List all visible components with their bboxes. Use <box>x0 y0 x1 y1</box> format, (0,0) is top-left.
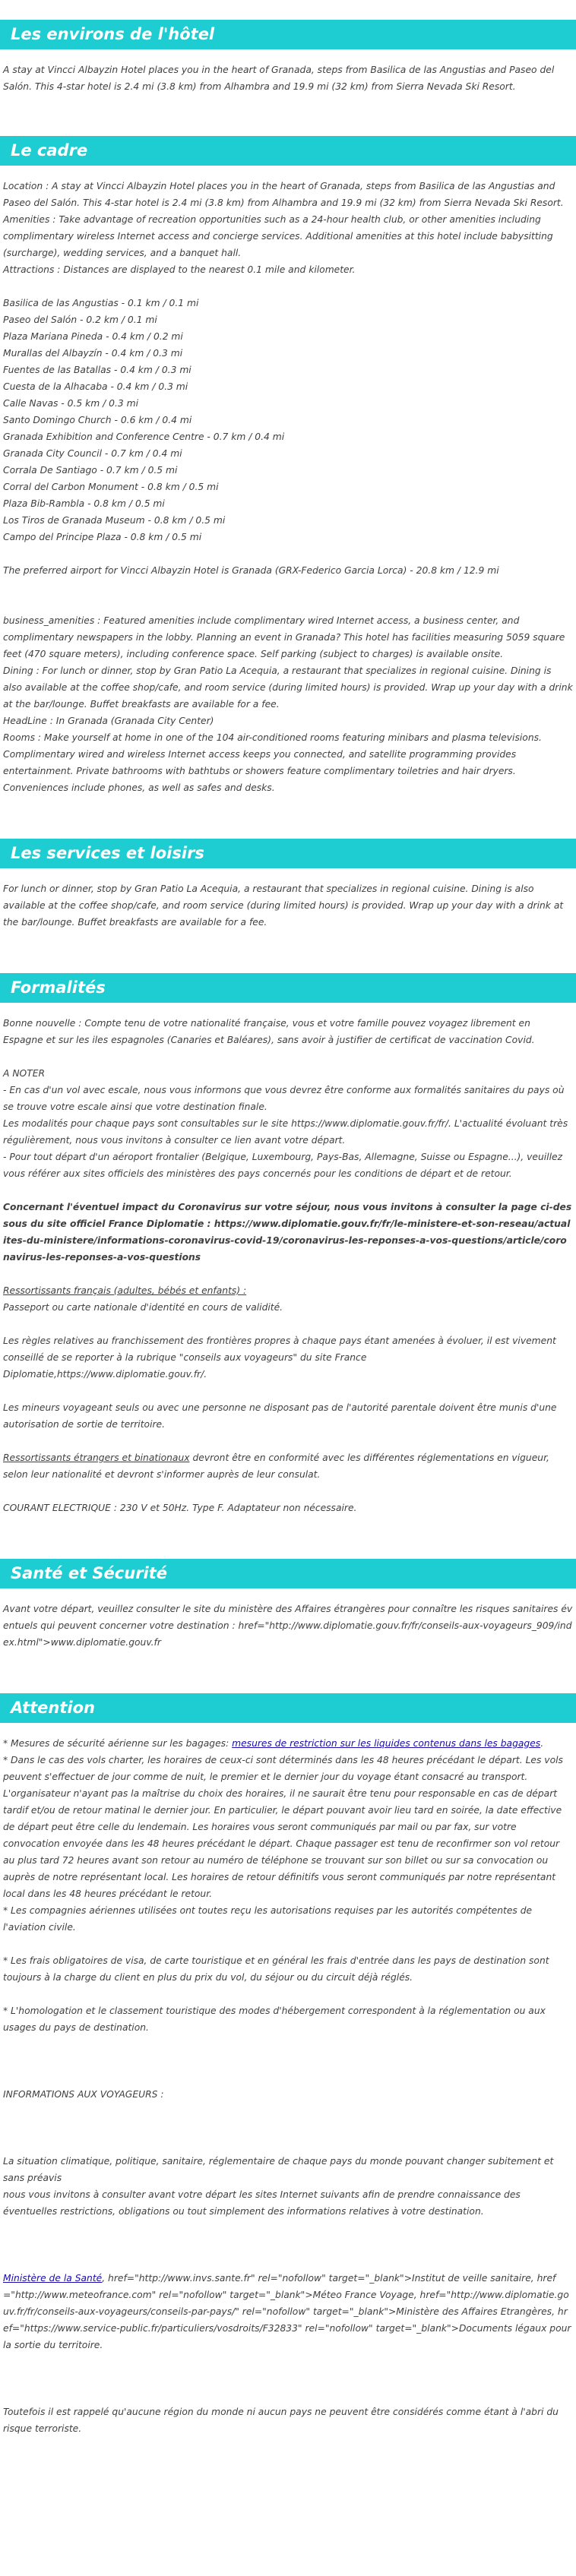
ressortissants-etrangers-text: devront être en conformité avec les différentes réglementations en vigueur, selon leur nationalité et devront s'informer auprès de leur consulat. <box>3 1452 549 1480</box>
list-item: Granada City Council - 0.7 km / 0.4 mi <box>3 448 182 459</box>
cadre-attractions: Attractions : Distances are displayed to the nearest 0.1 mile and kilometer. <box>3 264 356 275</box>
section-cadre <box>0 136 576 796</box>
list-item: Plaza Mariana Pineda - 0.4 km / 0.2 mi <box>3 331 183 342</box>
section-title-formalites: Formalités <box>0 973 576 1003</box>
ministere-rest: , href="http://www.invs.sante.fr" rel="nofollow" target="_blank">Institut de veille sanitaire, href="http://www.meteofrance.com" rel="nofollow" target="_blank">Méteo France Voyage, href="http://www.diplomatie.gouv.fr/fr/conseils-aux-voyageurs/conseils-par-pays/" rel="nofollow" target="_blank">Ministère des Affaires Etrangères, href="https://www.service-public.fr/particuliers/vosdroits/F32833" rel="nofollow" target="_blank">Documents légaux pour la sortie du territoire. <box>3 2273 571 2350</box>
compagnies-text: * Les compagnies aériennes utilisées ont toutes reçu les autorisations requises par les autorités compétentes de l'aviation civile. <box>3 1905 533 1933</box>
list-item: Santo Domingo Church - 0.6 km / 0.4 mi <box>3 415 192 425</box>
section-services <box>0 839 576 931</box>
list-item: Basilica de las Angustias - 0.1 km / 0.1 mi <box>3 298 199 308</box>
list-item: Campo del Principe Plaza - 0.8 km / 0.5 mi <box>3 532 202 542</box>
cadre-dining: Dining : For lunch or dinner, stop by Gran Patio La Acequia, a restaurant that specializes in regional cuisine. Dining is also available at the coffee shop/cafe, and room service (during limited hours) is provided. Wrap up your day with a drink at the bar/lounge. Buffet breakfasts are available for a fee. <box>3 665 573 710</box>
section-formalites <box>0 973 576 1516</box>
ministere-links <box>3 2270 573 2353</box>
anoter-frontalier: - Pour tout départ d'un aéroport frontalier (Belgique, Luxembourg, Pays-Bas, Allemagne, Suisse ou Espagne...), veuillez vous référer aux sites officiels des ministères des pays concernés pour les conditions de départ et de retour. <box>3 1152 563 1179</box>
homologation-text: * L'homologation et le classement touristique des modes d'hébergement correspondent à la réglementation ou aux usages du pays de destination. <box>3 2005 546 2033</box>
list-item: Los Tiros de Granada Museum - 0.8 km / 0.5 mi <box>3 515 226 526</box>
mesures-suffix: . <box>540 1738 544 1749</box>
list-item: Calle Navas - 0.5 km / 0.3 mi <box>3 398 139 409</box>
section-attention <box>0 1693 576 2437</box>
ministere-sante-link[interactable]: Ministère de la Santé <box>3 2273 103 2284</box>
list-item: Corrala De Santiago - 0.7 km / 0.5 mi <box>3 465 178 476</box>
horaires-text: * Dans le cas des vols charter, les horaires de ceux-ci sont déterminés dans les 48 heures précédant le départ. Les vols peuvent s'effectuer de jour comme de nuit, le premier et le dernier jour du voyage étant consacré au transport. L'organisateur n'ayant pas la maîtrise du choix des horaires, il ne saurait être tenu pour responsable en cas de départ tardif et/ou de retour matinal le dernier jour. En particulier, le départ pouvant avoir lieu tard en soirée, la date effective de départ peut être celle du lendemain. Les horaires vous seront communiqués par mail ou par fax, sur votre convocation envoyée dans les 48 heures précédant le départ. Chaque passager est tenu de reconfirmer son vol retour au plus tard 72 heures avant son retour au numéro de téléphone se trouvant sur son billet ou sur sa convocation ou auprès de notre représentant local. Les horaires de retour définitifs vous seront communiqués par notre représentant local dans les 48 heures précédant le retour. <box>3 1755 563 1899</box>
mesures-securite <box>3 1735 573 1752</box>
list-item: Fuentes de las Batallas - 0.4 km / 0.3 mi <box>3 365 191 375</box>
section-title-environs: Les environs de l'hôtel <box>0 20 576 49</box>
infos-voyageurs-label: INFORMATIONS AUX VOYAGEURS : <box>3 2089 164 2100</box>
cadre-amenities: Amenities : Take advantage of recreation opportunities such as a 24-hour health club, or other amenities including complimentary wireless Internet access and concierge services. Additional amenities at this hotel include babysitting (surcharge), wedding services, and a banquet hall. <box>3 214 553 258</box>
ressortissants-francais-label: Ressortissants français (adultes, bébés et enfants) : <box>3 1285 247 1296</box>
places-list <box>3 295 573 545</box>
cadre-headline: HeadLine : In Granada (Granada City Center) <box>3 716 214 726</box>
frais-text: * Les frais obligatoires de visa, de carte touristique et en général les frais d'entrée dans les pays de destination sont toujours à la charge du client en plus du prix du vol, du séjour ou du circuit déjà réglés. <box>3 1955 549 1983</box>
anoter-label: A NOTER <box>3 1068 46 1079</box>
sante-text: Avant votre départ, veuillez consulter le site du ministère des Affaires étrangères pour connaître les risques sanitaires éventuels qui peuvent concerner votre destination : href="http://www.diplomatie.gouv.fr/fr/conseils-aux-voyageurs_909/index.html">www.diplomatie.gouv.fr <box>3 1604 573 1648</box>
liquides-link[interactable]: mesures de restriction sur les liquides contenus dans les bagages <box>232 1738 541 1749</box>
formalites-intro: Bonne nouvelle : Compte tenu de votre nationalité française, vous et votre famille pouvez voyagez librement en Espagne et sur les iles espagnoles (Canaries et Baléares), sans avoir à justifier de certificat de vaccination Covid. <box>3 1018 535 1045</box>
situation-text-1: La situation climatique, politique, sanitaire, réglementaire de chaque pays du monde pouvant changer subitement et sans préavis <box>3 2156 554 2183</box>
cadre-business: business_amenities : Featured amenities include complimentary wired Internet access, a business center, and complimentary newspapers in the lobby. Planning an event in Granada? This hotel has facilities measuring 5059 square feet (470 square meters), including conference space. Self parking (subject to charges) is available onsite. <box>3 615 565 659</box>
list-item: Corral del Carbon Monument - 0.8 km / 0.5 mi <box>3 482 219 492</box>
regles-frontieres: Les règles relatives au franchissement des frontières propres à chaque pays étant amenées à évoluer, il est vivement conseillé de se reporter à la rubrique "conseils aux voyageurs" du site France Diplomatie,https://www.diplomatie.gouv.fr/. <box>3 1335 556 1380</box>
cadre-location: Location : A stay at Vincci Albayzin Hotel places you in the heart of Granada, steps from Basilica de las Angustias and Paseo del Salón. This 4-star hotel is 2.4 mi (3.8 km) from Alhambra and 19.9 mi (32 km) from Sierra Nevada Ski Resort. <box>3 181 564 208</box>
section-title-services: Les services et loisirs <box>0 839 576 868</box>
list-item: Paseo del Salón - 0.2 km / 0.1 mi <box>3 314 157 325</box>
list-item: Plaza Bib-Rambla - 0.8 km / 0.5 mi <box>3 498 165 509</box>
environs-text: A stay at Vincci Albayzin Hotel places you in the heart of Granada, steps from Basilica de las Angustias and Paseo del Salón. This 4-star hotel is 2.4 mi (3.8 km) from Alhambra and 19.9 mi (32 km) from Sierra Nevada Ski Resort. <box>3 65 555 92</box>
section-title-cadre: Le cadre <box>0 136 576 166</box>
section-environs <box>0 20 576 95</box>
section-title-attention: Attention <box>0 1693 576 1723</box>
services-text: For lunch or dinner, stop by Gran Patio La Acequia, a restaurant that specializes in regional cuisine. Dining is also available at the coffee shop/cafe, and room service (during limited hours) is provided. Wrap up your day with a drink at the bar/lounge. Buffet breakfasts are available for a fee. <box>3 883 564 928</box>
cadre-rooms: Rooms : Make yourself at home in one of the 104 air-conditioned rooms featuring minibars and plasma televisions. Complimentary wired and wireless Internet access keeps you connected, and satellite programming provides entertainment. Private bathrooms with bathtubs or showers feature complimentary toiletries and hair dryers. Conveniences include phones, as well as safes and desks. <box>3 732 542 793</box>
list-item: Cuesta de la Alhacaba - 0.4 km / 0.3 mi <box>3 381 188 392</box>
courant-electrique: COURANT ELECTRIQUE : 230 V et 50Hz. Type F. Adaptateur non nécessaire. <box>3 1503 357 1513</box>
covid-notice: Concernant l'éventuel impact du Coronavirus sur votre séjour, nous vous invitons à consulter la page ci-dessous du site officiel France Diplomatie : https://www.diplomatie.gouv.fr/fr/le-ministere-et-son-reseau/actualites-du-ministere/informations-coronavirus-covid-19/coronavirus-les-reponses-a-vos-questions/article/coronavirus-les-reponses-a-vos-questions <box>3 1202 572 1263</box>
anoter-modalites: Les modalités pour chaque pays sont consultables sur le site https://www.diplomatie.gouv.fr/fr/. L'actualité évoluant très régulièrement, nous vous invitons à consulter ce lien avant votre départ. <box>3 1118 568 1146</box>
toutefois-text: Toutefois il est rappelé qu'aucune région du monde ni aucun pays ne peuvent être considérés comme étant à l'abri du risque terroriste. <box>3 2407 559 2434</box>
ressortissants-etrangers-label: Ressortissants étrangers et binationaux <box>3 1452 190 1463</box>
section-title-sante: Santé et Sécurité <box>0 1559 576 1588</box>
situation-text-2: nous vous invitons à consulter avant votre départ les sites Internet suivants afin de prendre connaissance des éventuelles restrictions, obligations ou tout simplement des informations relatives à votre destination. <box>3 2189 521 2217</box>
section-sante <box>0 1559 576 1651</box>
cadre-airport: The preferred airport for Vincci Albayzin Hotel is Granada (GRX-Federico Garcia Lorca) - 20.8 km / 12.9 mi <box>3 565 499 576</box>
list-item: Granada Exhibition and Conference Centre - 0.7 km / 0.4 mi <box>3 431 285 442</box>
anoter-escale: - En cas d'un vol avec escale, nous vous informons que vous devrez être conforme aux formalités sanitaires du pays où se trouve votre escale ainsi que votre destination finale. <box>3 1085 565 1112</box>
mineurs-text: Les mineurs voyageant seuls ou avec une personne ne disposant pas de l'autorité parentale doivent être munis d'une autorisation de sortie de territoire. <box>3 1402 557 1430</box>
list-item: Murallas del Albayzín - 0.4 km / 0.3 mi <box>3 348 183 359</box>
ressortissants-francais-text: Passeport ou carte nationale d'identité en cours de validité. <box>3 1302 283 1313</box>
mesures-prefix: * Mesures de sécurité aérienne sur les bagages: <box>3 1738 233 1749</box>
ressortissants-etrangers <box>3 1449 573 1483</box>
